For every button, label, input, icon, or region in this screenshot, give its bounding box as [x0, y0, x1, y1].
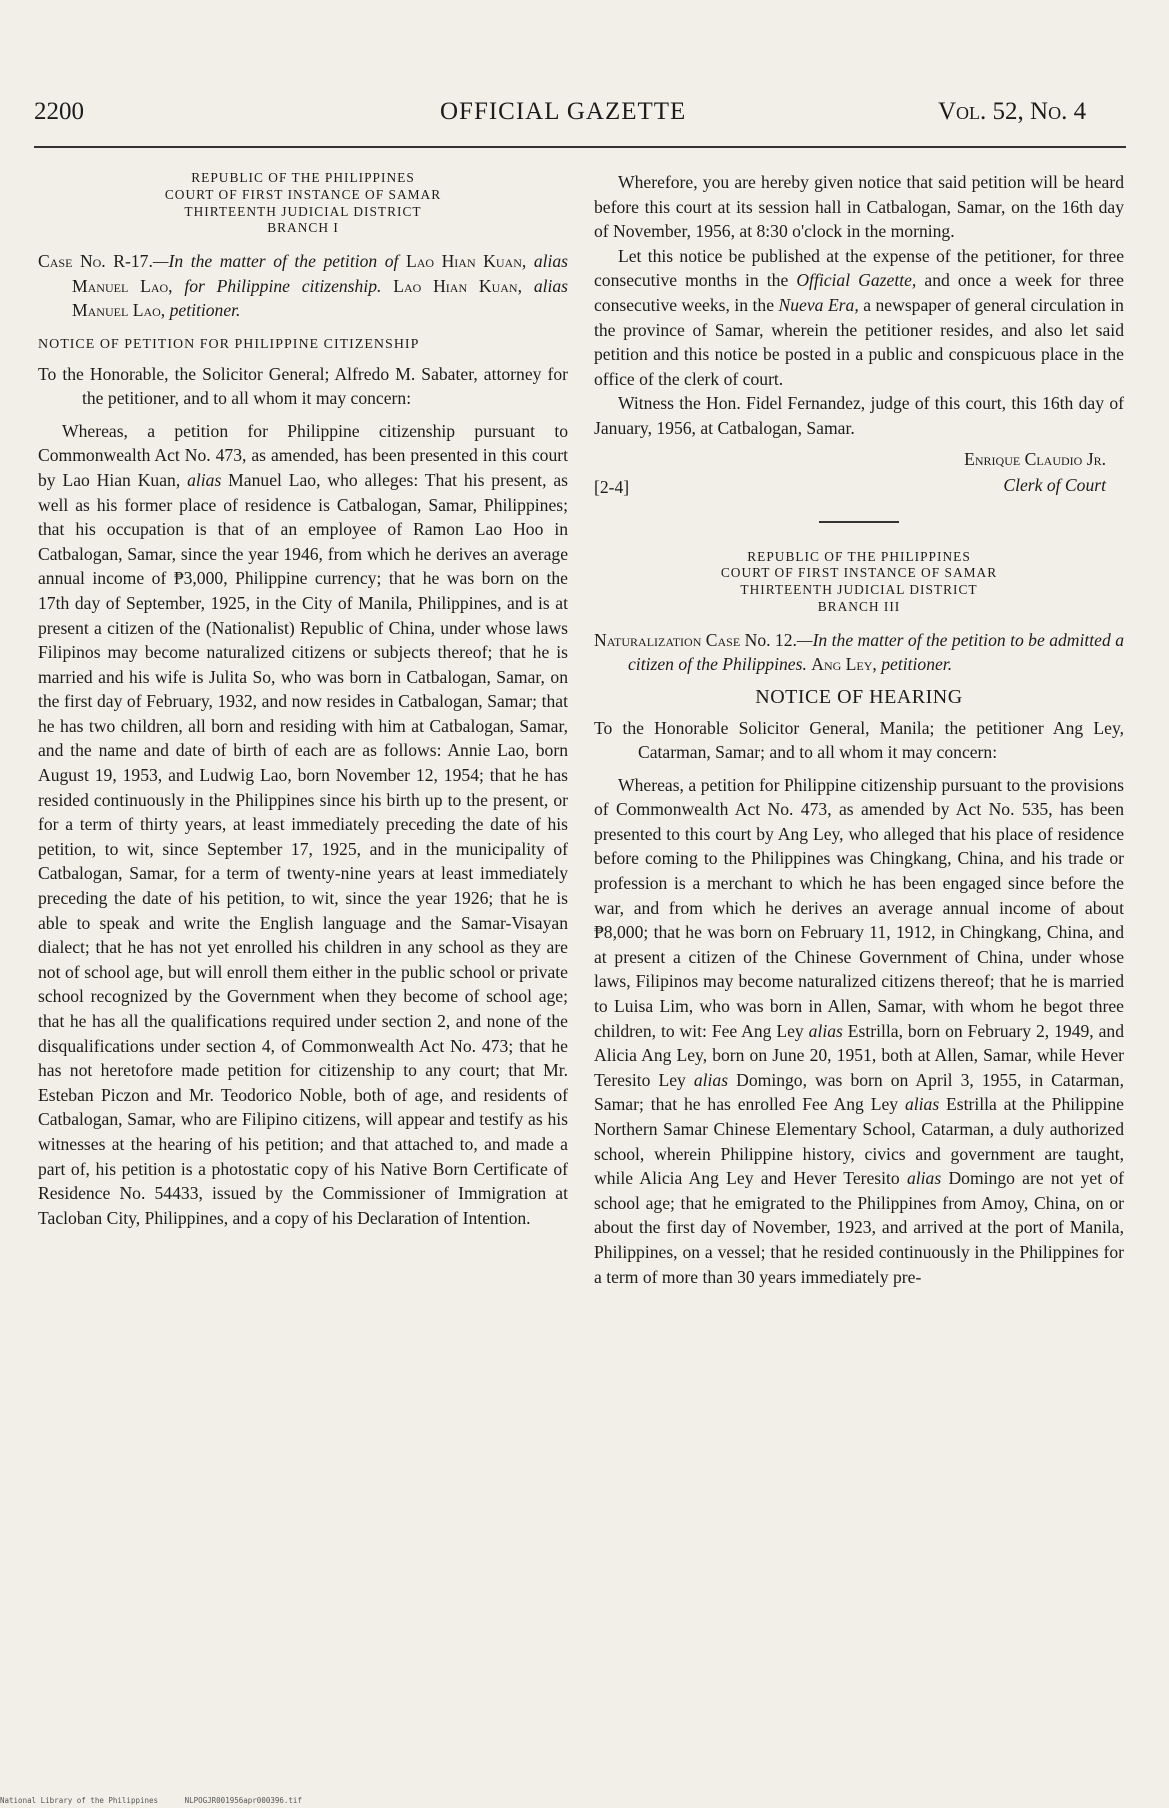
petitioner-word: petitioner. [169, 300, 241, 321]
alias-word: alias [693, 1069, 729, 1090]
alias-word: alias [187, 469, 222, 490]
publish-text-1: Let this notice be published at the expense of the petitioner, for three consecutive months in the [594, 245, 1124, 291]
section-divider [819, 521, 899, 523]
signer-name: Enrique Claudio Jr. [964, 448, 1106, 469]
court-line: COURT OF FIRST INSTANCE OF SAMAR [164, 186, 442, 202]
publish-text-2: and once a week for three consecutive weeks, in the [594, 270, 1124, 315]
court-line: REPUBLIC OF THE PHILIPPINES [747, 548, 971, 564]
alias-word: alias [533, 251, 569, 272]
body2-text-1: Whereas, a petition for Philippine citizenship pursuant to the provisions of Commonwealth Act No. 473, as amended by Act No. 535, has been presented to this court by Ang Ley, who alleged that his place of residence before coming to the Philippines was Chingkang, China, and his trade or profession is a merchant to which he has been engaged since before the war, and from which he derives an average annual income of about ₱8,000; that he was born on February 11, 1912, in Chingkang, China, and at present a citizen of the Chinese Government of China, under whose laws, Filipinos may become naturalized citizens thereof; that he is married to Luisa Lim, who was born in Allen, Samar, with whom he begot three children, to wit: Fee Ang Ley [594, 774, 1124, 1041]
wherefore-paragraph: Wherefore, you are hereby given notice that said petition will be heard before this court at its session hall in Catbalogan, Samar, on the 16th day of November, 1956, at 8:30 o'clock in the morning. [594, 172, 1124, 242]
official-gazette-name: Official Gazette, [796, 270, 917, 291]
case-number: No. 12. [744, 629, 797, 650]
petitioner-name: Ang Ley, [811, 654, 877, 675]
petitioner-alias: Manuel Lao, [72, 275, 173, 296]
case-title [38, 249, 568, 323]
case-description-2: for Philippine citizenship. [184, 275, 382, 296]
court-caption-branch-1 [38, 170, 568, 237]
file-name: NLPOGJR001956apr000396.tif [184, 1796, 302, 1805]
court-line: THIRTEENTH JUDICIAL DISTRICT [740, 582, 978, 598]
petition-body [38, 419, 568, 1231]
alias-word: alias [906, 1168, 942, 1189]
witness-paragraph: Witness the Hon. Fidel Fernandez, judge of this court, this 16th day of January, 1956, at Catbalogan, Samar. [594, 393, 1124, 438]
body2-text-2: Estrilla, born on February 2, 1949, and Alicia Ang Ley, born on June 20, 1951, both at Allen, Samar, while Hever Teresito Ley [594, 1020, 1124, 1090]
petitioner-word: petitioner. [881, 654, 953, 675]
publication-code: [2-4] [594, 476, 630, 497]
signature-block [594, 447, 1124, 499]
volume-number: Vol. 52, No. 4 [938, 98, 1087, 125]
right-column [594, 170, 1124, 1289]
case-description: —In the matter of the petition of [152, 251, 399, 272]
alias-word: alias [533, 275, 569, 296]
library-credit: National Library of the Philippines [0, 1796, 159, 1805]
addressee: To the Honorable, the Solicitor General; Alfredo M. Sabater, attorney for the petitioner, and to all whom it may concern: [38, 363, 568, 409]
notice-title: NOTICE OF PETITION FOR PHILIPPINE CITIZENSHIP [38, 336, 420, 352]
case-title-2 [594, 628, 1124, 677]
petitioner-name: Lao Hian Kuan, [405, 251, 527, 272]
court-line: BRANCH I [267, 220, 339, 236]
publication-title: OFFICIAL GAZETTE [440, 98, 687, 125]
petition-text-1: Whereas, a petition for Philippine citizenship pursuant to Commonwealth Act No. 473, as amended, has been presented in this court by Lao Hian Kuan, [38, 420, 568, 490]
newspaper-name: Nueva Era, [778, 294, 859, 315]
alias-word: alias [808, 1020, 843, 1041]
left-column [38, 170, 568, 1230]
petition-text-2: Manuel Lao, who alleges: That his present, as well as his former place of residence is Catbalogan, Samar, Philippines; that his occupation is that of an employee of Ramon Lao Hoo in Catbalogan, Samar, since the year 1946, from which he derives an average annual income of ₱3,000, Philippine currency; that he was born on the 17th day of September, 1925, in the City of Manila, Philippines, and is at present a citizen of the (Nationalist) Republic of China, under whose laws Filipinos may become naturalized citizens or subjects thereof; that he is married and his wife is Julita So, who was born in Catbalogan, Samar, on the first day of February, 1932, and now resides in Catbalogan, Samar; that he has two children, all born and residing with him at Catbalogan, Samar, and the name and date of birth of each are as follows: Annie Lao, born August 19, 1953, and Ludwig Lao, born November 12, 1954; that he has resided continuously in the Philippines since his birth up to the present, or for a term of thirty years, at least immediately preceding the date of his petition, to wit, since September 17, 1925, and in the municipality of Catbalogan, Samar, for a term of twenty-nine years at least immediately preceding the date of his petition, to wit, since the year 1926; that he is able to speak and write the English language and the Samar-Visayan dialect; that he has not yet enrolled his children in any school as they are not of school age, but will enroll them either in the public school or private school recognized by the Government when they become of school age; that he has all the qualifications required under section 2, and none of the disqualifications under section 4, of Commonwealth Act No. 473; that he has not heretofore made petition for citizenship to any court; that Mr. Esteban Piczon and Mr. Teodorico Noble, both of age, and residents of Catbalogan, Samar, who are Filipino citizens, will appear and testify as his witnesses at the hearing of his petition; and that attached to, and made a part of, his petition is a photostatic copy of his Native Born Certificate of Residence No. 54433, issued by the Commissioner of Immigration at Tacloban City, Philippines, and a copy of his Declaration of Intention. [38, 469, 568, 1228]
court-caption-branch-3 [594, 549, 1124, 616]
body2-text-5: Domingo are not yet of school age; that he emigrated to the Philippines from Amoy, China, on or about the first day of November, 1923, and arrived at the port of Manila, Philippines, on a vessel; that he resided continuously in the Philippines for a term of more than 30 years immediately pre- [594, 1168, 1125, 1287]
petitioner-name: Lao Hian Kuan, [393, 275, 523, 296]
alias-word: alias [904, 1094, 940, 1115]
body2-text-3: Domingo, was born on April 3, 1955, in Catarman, Samar; that he has enrolled Fee Ang Ley [594, 1069, 1124, 1115]
petitioner-alias: Manuel Lao, [72, 300, 166, 321]
addressee-2: To the Honorable Solicitor General, Manila; the petitioner Ang Ley, Catarman, Samar; and to all whom it may concern: [594, 717, 1124, 763]
page-number: 2200 [34, 98, 84, 125]
court-line: REPUBLIC OF THE PHILIPPINES [191, 170, 415, 185]
case-number: R-17. [113, 251, 153, 272]
publication-paragraph [594, 244, 1124, 392]
signer-title: Clerk of Court [1003, 474, 1106, 495]
publish-text-3: a newspaper of general circulation in the province of Samar, wherein the petitioner resides, and also let said petition and this notice be posted in a public and conspicuous place in the office of the clerk of court. [594, 294, 1124, 389]
case-label: Naturalization Case [594, 629, 741, 650]
scan-footer [0, 1796, 324, 1805]
petition-body-2 [594, 773, 1124, 1289]
court-line: COURT OF FIRST INSTANCE OF SAMAR [720, 565, 998, 581]
notice-of-hearing-title: NOTICE OF HEARING [755, 685, 963, 708]
case-label: Case No. [38, 251, 106, 272]
body2-text-4: Estrilla at the Philippine Northern Samar Chinese Elementary School, Catarman, a duly authorized school, wherein Philippine history, civics and government are taught, while Alicia Ang Ley and Hever Teresito [594, 1094, 1124, 1189]
header-rule [34, 146, 1126, 148]
court-line: THIRTEENTH JUDICIAL DISTRICT [184, 203, 422, 219]
case-description: —In the matter of the petition to be admitted a citizen of the Philippines. [628, 629, 1124, 675]
court-line: BRANCH III [817, 598, 901, 614]
